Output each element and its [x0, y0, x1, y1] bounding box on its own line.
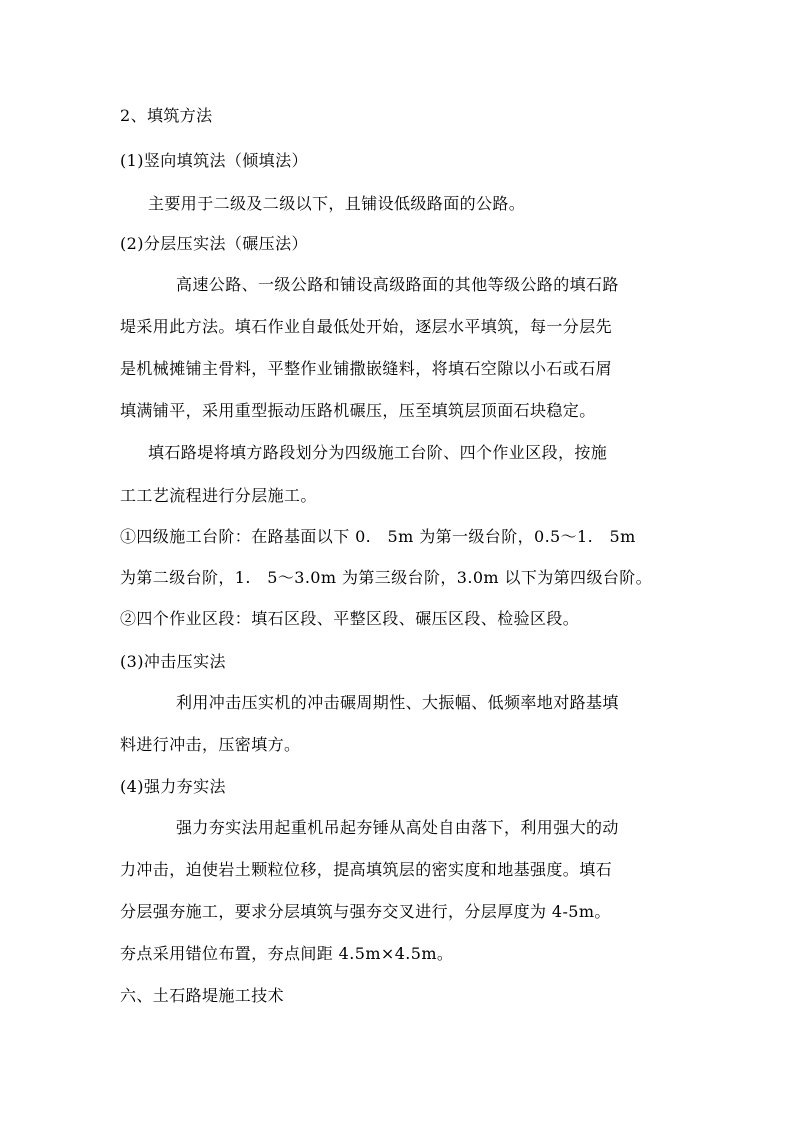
- paragraph-line: 夯点采用错位布置，夯点间距 4.5m×4.5m。: [120, 944, 454, 963]
- subheading-impact-compaction: (3)冲击压实法: [120, 652, 226, 671]
- paragraph-line: 力冲击，迫使岩土颗粒位移，提高填筑层的密实度和地基强度。填石: [120, 860, 613, 879]
- list-item-work-zones: ②四个作业区段：填石区段、平整区段、碾压区段、检验区段。: [120, 609, 580, 628]
- subheading-dynamic-compaction: (4)强力夯实法: [120, 777, 226, 796]
- list-item-construction-steps: ①四级施工台阶：在路基面以下 0. 5m 为第一级台阶，0.5～1. 5m: [120, 527, 636, 546]
- paragraph-line: 是机械摊铺主骨料，平整作业铺撒嵌缝料，将填石空隙以小石或石屑: [120, 359, 613, 378]
- paragraph-line: 填满铺平，采用重型振动压路机碾压，压至填筑层顶面石块稳定。: [120, 401, 596, 420]
- section-heading-filling-methods: 2、填筑方法: [120, 106, 213, 125]
- paragraph-line: 为第二级台阶，1. 5～3.0m 为第三级台阶，3.0m 以下为第四级台阶。: [120, 568, 653, 587]
- paragraph-line: 分层强夯施工，要求分层填筑与强夯交叉进行，分层厚度为 4-5m。: [120, 902, 611, 921]
- subheading-vertical-filling: (1)竖向填筑法（倾填法）: [120, 151, 308, 170]
- paragraph-line: 料进行冲击，压密填方。: [120, 735, 301, 754]
- section-heading-earth-rock-embankment: 六、土石路堤施工技术: [120, 986, 285, 1005]
- paragraph-line: 工工艺流程进行分层施工。: [120, 486, 317, 505]
- paragraph-line: 主要用于二级及二级以下，且铺设低级路面的公路。: [148, 194, 526, 213]
- paragraph-line: 强力夯实法用起重机吊起夯锤从高处自由落下，利用强大的动: [176, 818, 619, 837]
- paragraph-line: 高速公路、一级公路和铺设高级路面的其他等级公路的填石路: [176, 275, 619, 294]
- paragraph-line: 堤采用此方法。填石作业自最低处开始，逐层水平填筑，每一分层先: [120, 317, 613, 336]
- paragraph-line: 利用冲击压实机的冲击碾周期性、大振幅、低频率地对路基填: [176, 693, 619, 712]
- subheading-layered-compaction: (2)分层压实法（碾压法）: [120, 234, 308, 253]
- paragraph-line: 填石路堤将填方路段划分为四级施工台阶、四个作业区段，按施: [148, 443, 608, 462]
